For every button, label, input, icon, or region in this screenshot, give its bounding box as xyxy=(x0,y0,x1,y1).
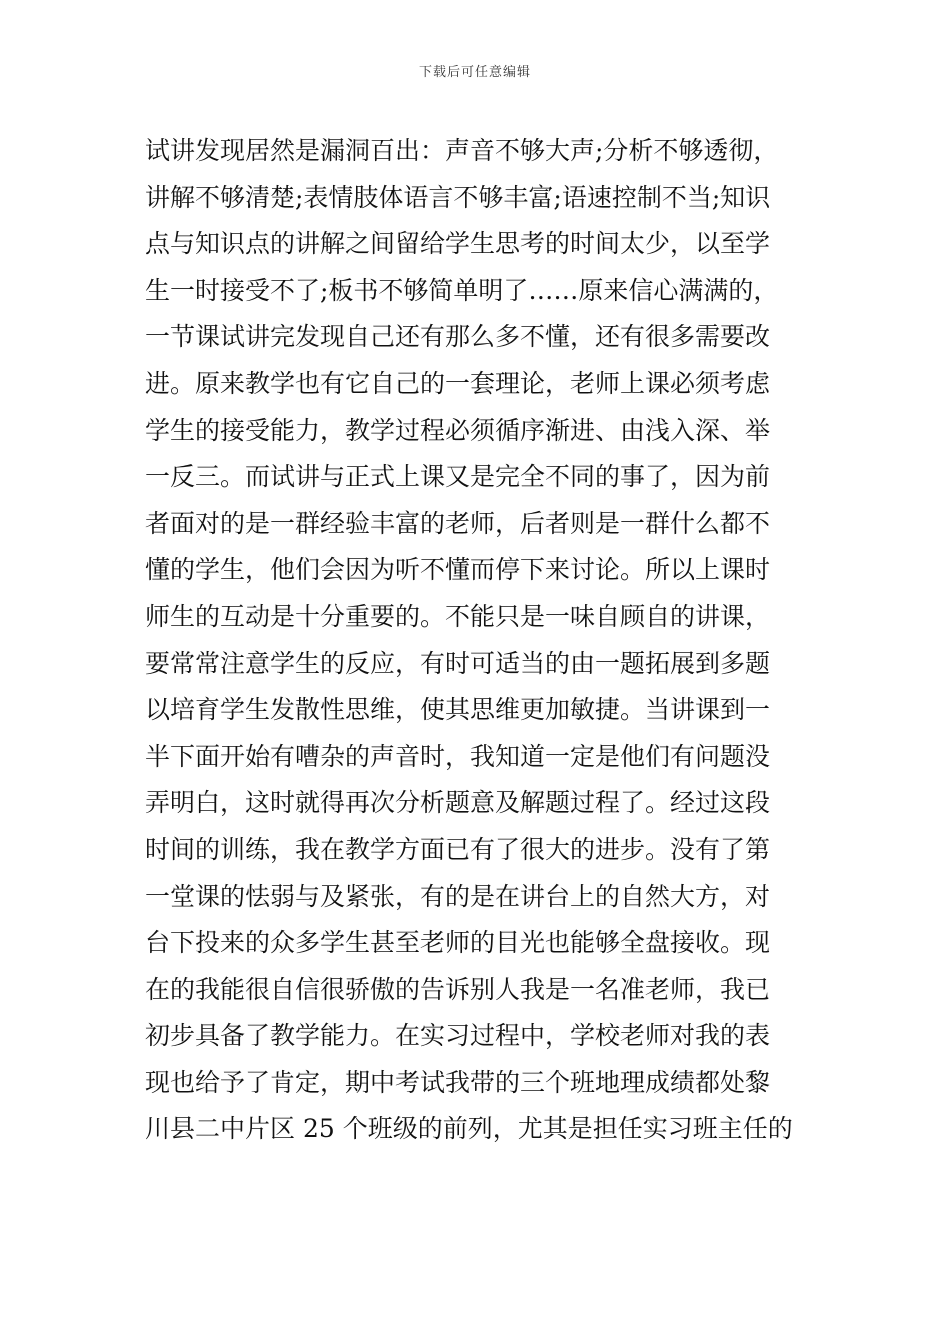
text-line: 现也给予了肯定，期中考试我带的三个班地理成绩都处黎 xyxy=(145,1067,771,1097)
text-line: 懂的学生，他们会因为听不懂而停下来讨论。所以上课时 xyxy=(145,555,771,585)
text-line: 生一时接受不了;板书不够简单明了……原来信心满满的， xyxy=(145,275,779,305)
page-header: 下载后可任意编辑 xyxy=(418,65,531,80)
text-line: 初步具备了教学能力。在实习过程中，学校老师对我的表 xyxy=(145,1021,771,1051)
text-line: 师生的互动是十分重要的。不能只是一味自顾自的讲课， xyxy=(145,601,771,631)
text-line: 学生的接受能力，教学过程必须循序渐进、由浅入深、举 xyxy=(145,415,771,445)
text-line: 半下面开始有嘈杂的声音时，我知道一定是他们有问题没 xyxy=(145,741,771,771)
text-line: 一节课试讲完发现自己还有那么多不懂，还有很多需要改 xyxy=(145,322,771,352)
text-line: 以培育学生发散性思维，使其思维更加敏捷。当讲课到一 xyxy=(145,695,771,725)
text-line: 要常常注意学生的反应，有时可适当的由一题拓展到多题 xyxy=(145,648,771,678)
text-line: 讲解不够清楚;表情肢体语言不够丰富;语速控制不当;知识 xyxy=(145,182,771,212)
text-line: 在的我能很自信很骄傲的告诉别人我是一名准老师，我已 xyxy=(145,974,771,1004)
text-line: 川县二中片区 25 个班级的前列，尤其是担任实习班主任的 xyxy=(145,1114,793,1144)
text-line: 时间的训练，我在教学方面已有了很大的进步。没有了第 xyxy=(145,834,771,864)
text-line: 弄明白，这时就得再次分析题意及解题过程了。经过这段 xyxy=(145,788,771,818)
text-line: 一反三。而试讲与正式上课又是完全不同的事了，因为前 xyxy=(145,462,771,492)
text-line: 者面对的是一群经验丰富的老师，后者则是一群什么都不 xyxy=(145,508,771,538)
text-line: 进。原来教学也有它自己的一套理论，老师上课必须考虑 xyxy=(145,368,771,398)
text-line: 点与知识点的讲解之间留给学生思考的时间太少，以至学 xyxy=(145,229,771,259)
text-line: 一堂课的怯弱与及紧张，有的是在讲台上的自然大方，对 xyxy=(145,881,771,911)
text-line: 台下投来的众多学生甚至老师的目光也能够全盘接收。现 xyxy=(145,928,771,958)
document-body xyxy=(145,128,810,1153)
text-line: 试讲发现居然是漏洞百出：声音不够大声;分析不够透彻， xyxy=(145,136,779,165)
